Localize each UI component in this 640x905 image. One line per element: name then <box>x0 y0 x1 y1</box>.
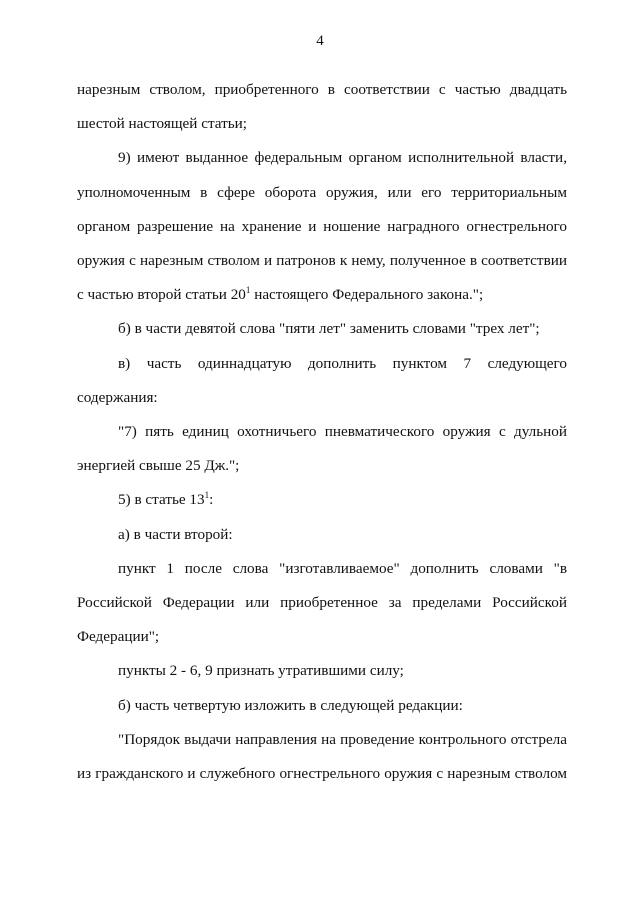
superscript: 1 <box>245 285 251 296</box>
document-body <box>77 73 567 791</box>
paragraph-item-9 <box>77 141 567 312</box>
paragraph-text: пункты 2 - 6, 9 признать утратившими силу; <box>118 662 404 680</box>
paragraph-text: "Порядок выдачи направления на проведение контрольного отстрела из гражданского и служебного огнестрельного оружия с нарезным стволом <box>77 730 567 783</box>
paragraph-text: 5) в статье 13 <box>118 491 205 509</box>
paragraph-order-quote <box>77 723 567 791</box>
paragraph-text: пункт 1 после слова "изготавливаемое" дополнить словами "в Российской Федерации или приобретенное за пределами Российской Федерации"; <box>77 559 567 646</box>
paragraph-points-2-6-9 <box>77 654 567 688</box>
paragraph-text: б) в части девятой слова "пяти лет" заменить словами "трех лет"; <box>118 320 540 338</box>
paragraph-text: 9) имеют выданное федеральным органом исполнительной власти, уполномоченным в сфере оборота оружия, или его территориальным органом разрешение на хранение и ношение наградного огнестрельного оружия с нарезным стволом и патронов к нему, полученное в соответствии с частью второй статьи 20 <box>77 149 567 304</box>
page-number: 4 <box>316 33 324 49</box>
paragraph-text-after: настоящего Федерального закона."; <box>250 286 484 304</box>
paragraph-subitem-b-part4 <box>77 689 567 723</box>
paragraph-text: нарезным стволом, приобретенного в соответствии с частью двадцать шестой настоящей статьи; <box>77 81 567 133</box>
paragraph-subitem-v <box>77 347 567 415</box>
paragraph-text: "7) пять единиц охотничьего пневматического оружия с дульной энергией свыше 25 Дж."; <box>77 423 567 475</box>
paragraph-continuation <box>77 73 567 141</box>
paragraph-text: б) часть четвертую изложить в следующей редакции: <box>118 696 463 714</box>
paragraph-item-5 <box>77 483 567 517</box>
paragraph-text: в) часть одиннадцатую дополнить пунктом 7 следующего содержания: <box>77 354 567 406</box>
paragraph-subitem-a <box>77 518 567 552</box>
superscript: 1 <box>204 490 210 501</box>
paragraph-subitem-b <box>77 312 567 346</box>
paragraph-quote-7 <box>77 415 567 483</box>
paragraph-text: а) в части второй: <box>118 525 233 543</box>
paragraph-text-after: : <box>209 491 214 509</box>
paragraph-point-1 <box>77 552 567 655</box>
